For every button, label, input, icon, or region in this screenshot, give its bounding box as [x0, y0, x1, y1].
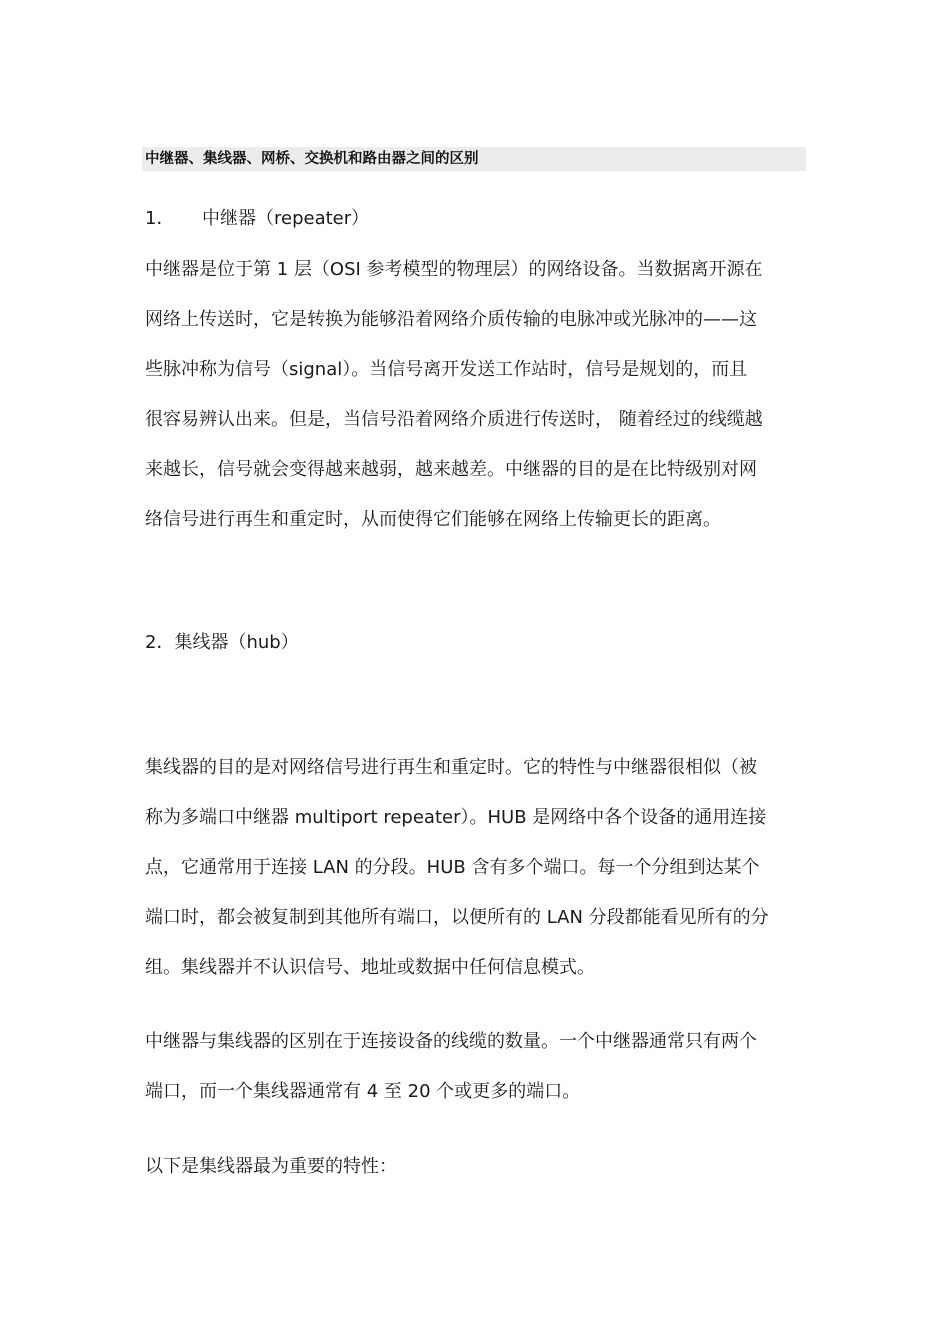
paragraph-line: 点，它通常用于连接 LAN 的分段。HUB 含有多个端口。每一个分组到达某个 — [145, 857, 760, 878]
paragraph-line: 称为多端口中继器 multiport repeater）。HUB 是网络中各个设备的通用连接 — [145, 807, 767, 828]
paragraph-line: 组。集线器并不认识信号、地址或数据中任何信息模式。 — [145, 957, 595, 978]
section-1-paragraph — [145, 258, 825, 558]
paragraph-line: 端口时，都会被复制到其他所有端口，以便所有的 LAN 分段都能看见所有的分 — [145, 907, 769, 928]
paragraph-line: 中继器是位于第 1 层（OSI 参考模型的物理层）的网络设备。当数据离开源在 — [145, 259, 763, 280]
section-2-paragraph-2 — [145, 1030, 825, 1130]
paragraph-line: 些脉冲称为信号（signal）。当信号离开发送工作站时，信号是规划的，而且 — [145, 359, 748, 380]
paragraph-line: 网络上传送时，它是转换为能够沿着网络介质传输的电脉冲或光脉冲的——这 — [145, 309, 757, 330]
section-2-heading — [145, 631, 299, 655]
section-2-number: 2． — [145, 632, 175, 653]
section-1-heading — [145, 207, 369, 231]
paragraph-line: 很容易辨认出来。但是，当信号沿着网络介质进行传送时， 随着经过的线缆越 — [145, 409, 763, 430]
paragraph-line: 中继器与集线器的区别在于连接设备的线缆的数量。一个中继器通常只有两个 — [145, 1031, 757, 1052]
section-2-title: 集线器（hub） — [174, 632, 299, 653]
paragraph-line: 以下是集线器最为重要的特性： — [145, 1156, 397, 1177]
document-title-bar — [142, 147, 806, 171]
section-2-paragraph-1 — [145, 756, 825, 1006]
section-1-number: 1． — [145, 208, 175, 229]
document-title: 中继器、集线器、网桥、交换机和路由器之间的区别 — [145, 151, 479, 167]
paragraph-line: 集线器的目的是对网络信号进行再生和重定时。它的特性与中继器很相似（被 — [145, 757, 757, 778]
section-1-title: 中继器（repeater） — [202, 208, 370, 229]
paragraph-line: 络信号进行再生和重定时，从而使得它们能够在网络上传输更长的距离。 — [145, 509, 721, 530]
paragraph-line: 来越长，信号就会变得越来越弱，越来越差。中继器的目的是在比特级别对网 — [145, 459, 757, 480]
section-2-paragraph-3 — [145, 1155, 825, 1205]
paragraph-line: 端口，而一个集线器通常有 4 至 20 个或更多的端口。 — [145, 1081, 581, 1102]
